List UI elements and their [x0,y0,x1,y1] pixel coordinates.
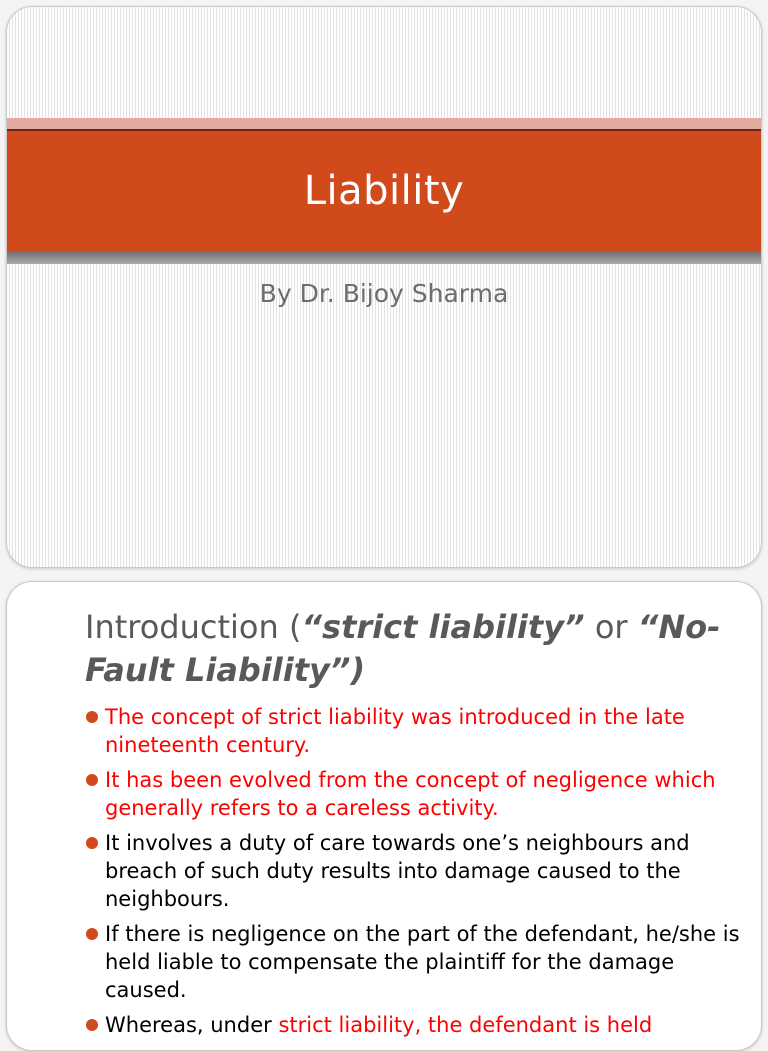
bullet-text: If there is negligence on the part of the defendant, he/she is held liable to compensate the plaintiff for the damage caused. [105,922,740,1002]
bullet-text: It has been evolved from the concept of negligence which generally refers to a careless activity. [105,768,716,820]
heading-term-no-fault-liability: “No-Fault Liability”) [85,608,721,689]
title-band-top-stripe [7,118,761,129]
introduction-slide [6,581,762,1051]
slide-heading [85,606,745,692]
bullet-text: The concept of strict liability was introduced in the late nineteenth century. [105,705,685,757]
bullet-text-highlight: strict liability, the defendant is held [278,1013,653,1037]
bullet-dot-icon [86,1019,98,1031]
list-item [85,920,745,1004]
bullet-dot-icon [86,711,98,723]
list-item [85,829,745,913]
heading-prefix: Introduction ( [85,608,302,646]
bullet-list [85,703,745,1046]
title-band [7,131,761,251]
bullet-text-prefix: Whereas, under [105,1013,279,1037]
slide-title: Liability [303,168,465,214]
list-item [85,766,745,822]
bullet-dot-icon [86,928,98,940]
bullet-dot-icon [86,837,98,849]
list-item [85,1011,745,1039]
heading-joiner: or [584,608,638,646]
list-item [85,703,745,759]
title-band-shadow-stripe [7,251,761,264]
bullet-dot-icon [86,774,98,786]
title-slide [6,6,762,568]
heading-term-strict-liability: “strict liability” [301,608,585,646]
slide-subtitle: By Dr. Bijoy Sharma [259,279,509,308]
bullet-text: It involves a duty of care towards one’s neighbours and breach of such duty results into damage caused to the neighbours. [105,831,690,911]
